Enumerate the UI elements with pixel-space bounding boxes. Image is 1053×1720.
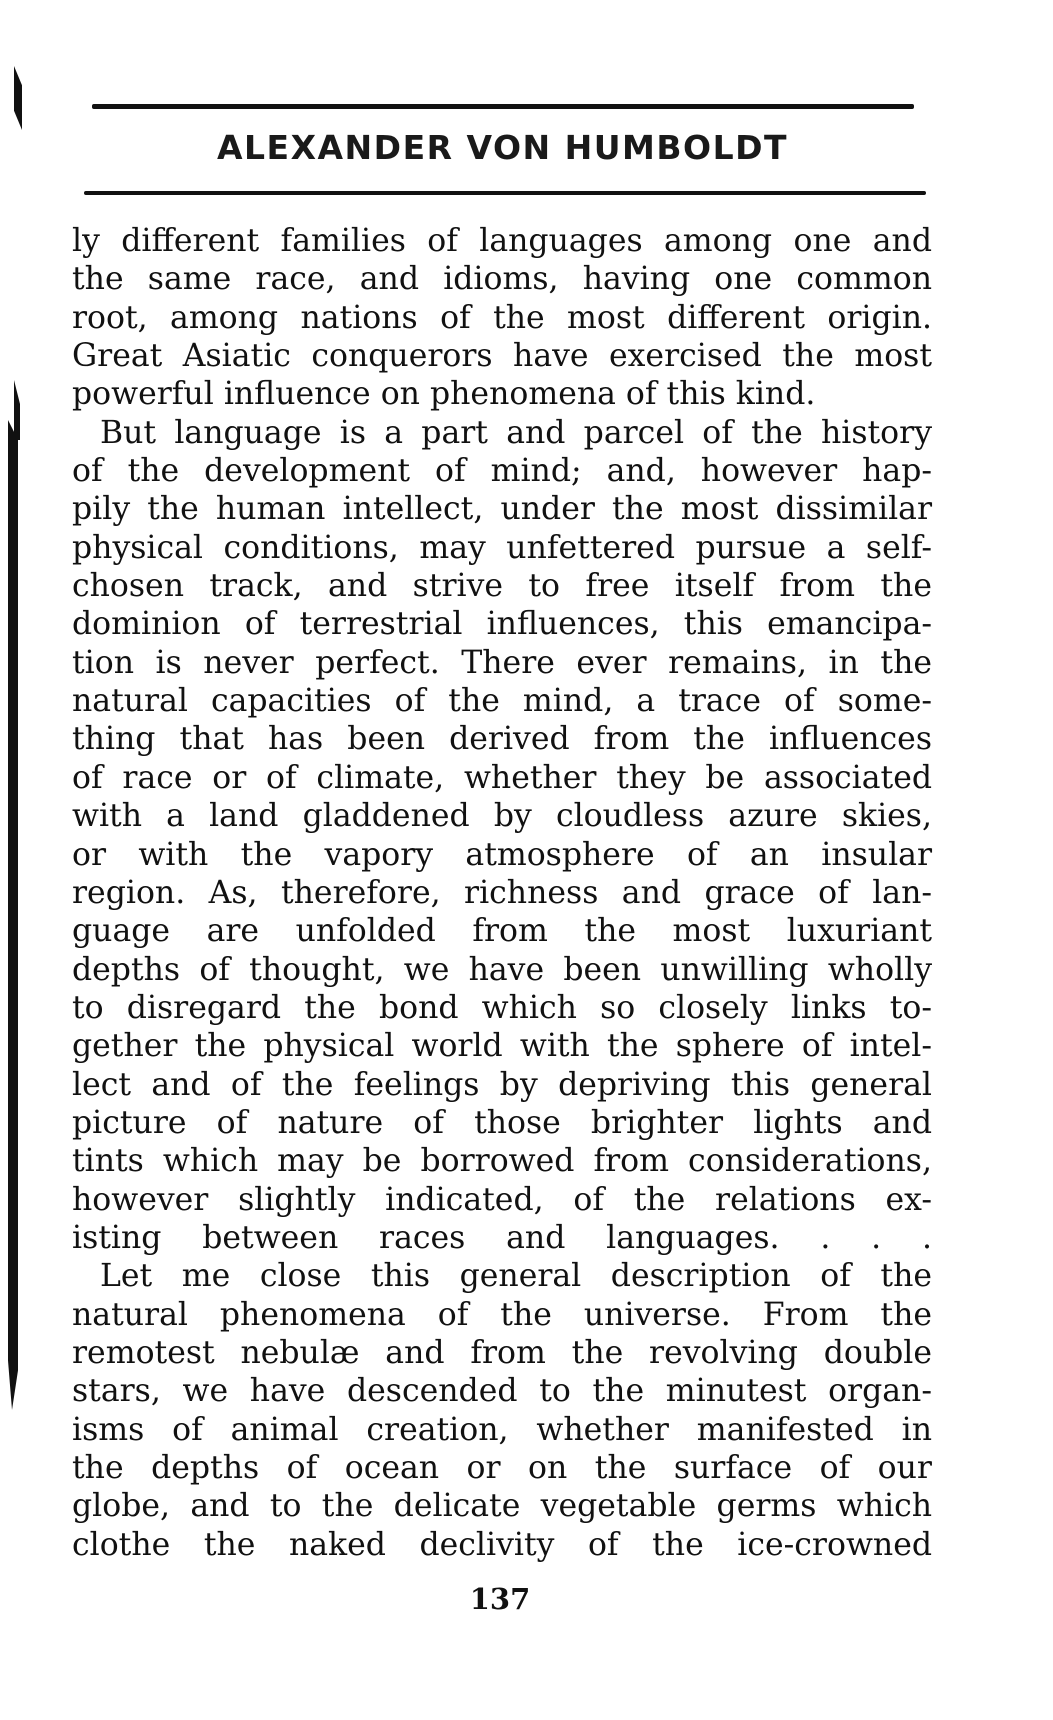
text-line: region. As, therefore, richness and grace of lan-: [72, 874, 932, 911]
header-rule-top: [92, 104, 914, 109]
text-line: lect and of the feelings by depriving this general: [72, 1066, 932, 1103]
text-line: the depths of ocean or on the surface of our: [72, 1450, 932, 1486]
text-line: natural capacities of the mind, a trace of some-: [72, 683, 932, 720]
text-line: chosen track, and strive to free itself from the: [72, 568, 932, 605]
text-line: or with the vapory atmosphere of an insular: [72, 836, 932, 873]
text-line: Let me close this general description of the: [100, 1258, 932, 1295]
text-line: pily the human intellect, under the most dissimilar: [72, 491, 932, 528]
text-line: stars, we have descended to the minutest organ-: [72, 1373, 932, 1410]
text-line: remotest nebulæ and from the revolving double: [72, 1334, 932, 1371]
text-line: depths of thought, we have been unwilling wholly: [72, 951, 932, 988]
text-line: with a land gladdened by cloudless azure skies,: [72, 798, 932, 835]
text-line: tints which may be borrowed from considerations,: [72, 1143, 932, 1180]
text-line: But language is a part and parcel of the history: [100, 414, 932, 451]
text-line: guage are unfolded from the most luxuriant: [72, 913, 932, 950]
text-line: isms of animal creation, whether manifested in: [72, 1411, 932, 1448]
text-line: of race or of climate, whether they be associated: [72, 759, 932, 796]
header-rule-bottom: [84, 191, 926, 195]
text-line: ly different families of languages among one and: [72, 223, 932, 259]
body-text: [72, 222, 932, 1564]
page-number: 137: [469, 1582, 531, 1616]
text-line: of the development of mind; and, however hap-: [72, 453, 932, 490]
text-line: Great Asiatic conquerors have exercised the most: [72, 338, 932, 375]
text-line: dominion of terrestrial influences, this emancipa-: [72, 606, 932, 643]
text-line: gether the physical world with the sphere of intel-: [72, 1028, 932, 1065]
text-line: globe, and to the delicate vegetable germs which: [72, 1488, 932, 1525]
text-line: natural phenomena of the universe. From the: [72, 1296, 932, 1333]
text-line: root, among nations of the most different origin.: [72, 299, 932, 336]
text-line: however slightly indicated, of the relations ex-: [72, 1181, 932, 1218]
binding-edge-mark-top: [14, 66, 22, 130]
text-line: powerful influence on phenomena of this kind.: [72, 376, 816, 413]
text-line: picture of nature of those brighter lights and: [72, 1104, 932, 1141]
text-line: tion is never perfect. There ever remains, in the: [72, 644, 932, 681]
text-line: clothe the naked declivity of the ice-crowned: [72, 1526, 932, 1563]
text-line: isting between races and languages. . . .: [72, 1219, 932, 1256]
text-line: thing that has been derived from the influences: [72, 721, 932, 758]
text-line: physical conditions, may unfettered pursue a self-: [72, 529, 932, 566]
text-line: to disregard the bond which so closely links to-: [72, 989, 932, 1026]
binding-edge-shadow: [8, 420, 18, 1410]
binding-edge-shadow-upper: [14, 380, 20, 440]
running-head: ALEXANDER VON HUMBOLDT: [216, 128, 789, 167]
text-line: the same race, and idioms, having one common: [72, 261, 932, 298]
